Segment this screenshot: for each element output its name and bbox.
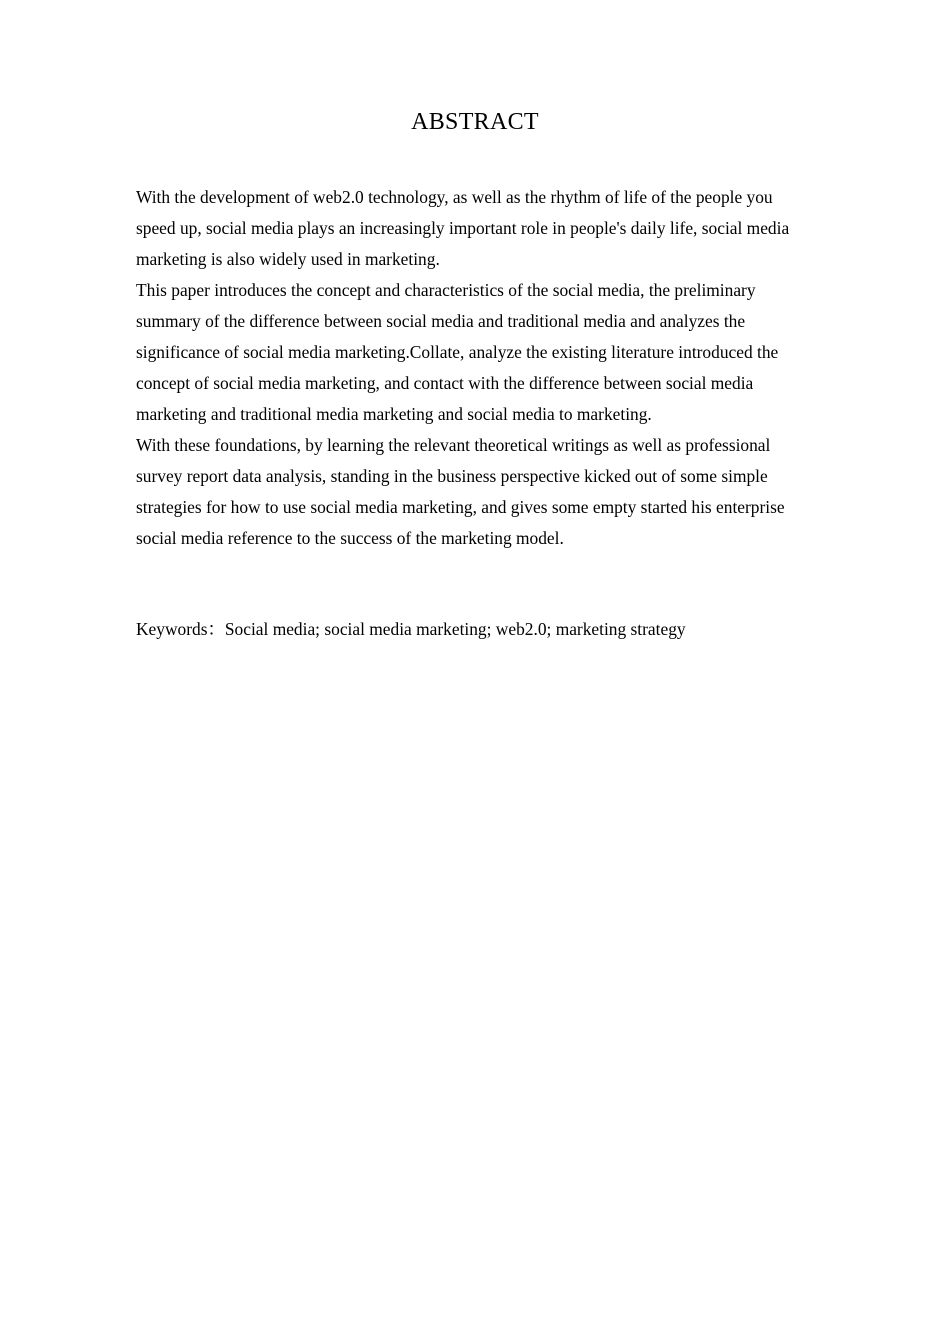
- abstract-title: ABSTRACT: [411, 109, 539, 135]
- keywords-text: Social media; social media marketing; web2.0; marketing strategy: [224, 619, 686, 639]
- keywords-label: Keywords：: [136, 619, 225, 639]
- abstract-paragraph-2: This paper introduces the concept and characteristics of the social media, the preliminary summary of the difference between social media and traditional media and analyzes the significance of social media marketing.Collate, analyze the existing literature introduced the concept of social media marketing, and contact with the difference between social media marketing and traditional media marketing and social media to marketing.: [136, 280, 779, 424]
- keywords-line: [136, 614, 816, 645]
- abstract-body: [136, 182, 816, 554]
- abstract-paragraph-3: With these foundations, by learning the relevant theoretical writings as well as professional survey report data analysis, standing in the business perspective kicked out of some simple strategies for how to use social media marketing, and gives some empty started his enterprise social media reference to the success of the marketing model.: [136, 435, 785, 548]
- abstract-paragraph-1: With the development of web2.0 technology, as well as the rhythm of life of the people you speed up, social media plays an increasingly important role in people's daily life, social media marketing is also widely used in marketing.: [136, 187, 790, 269]
